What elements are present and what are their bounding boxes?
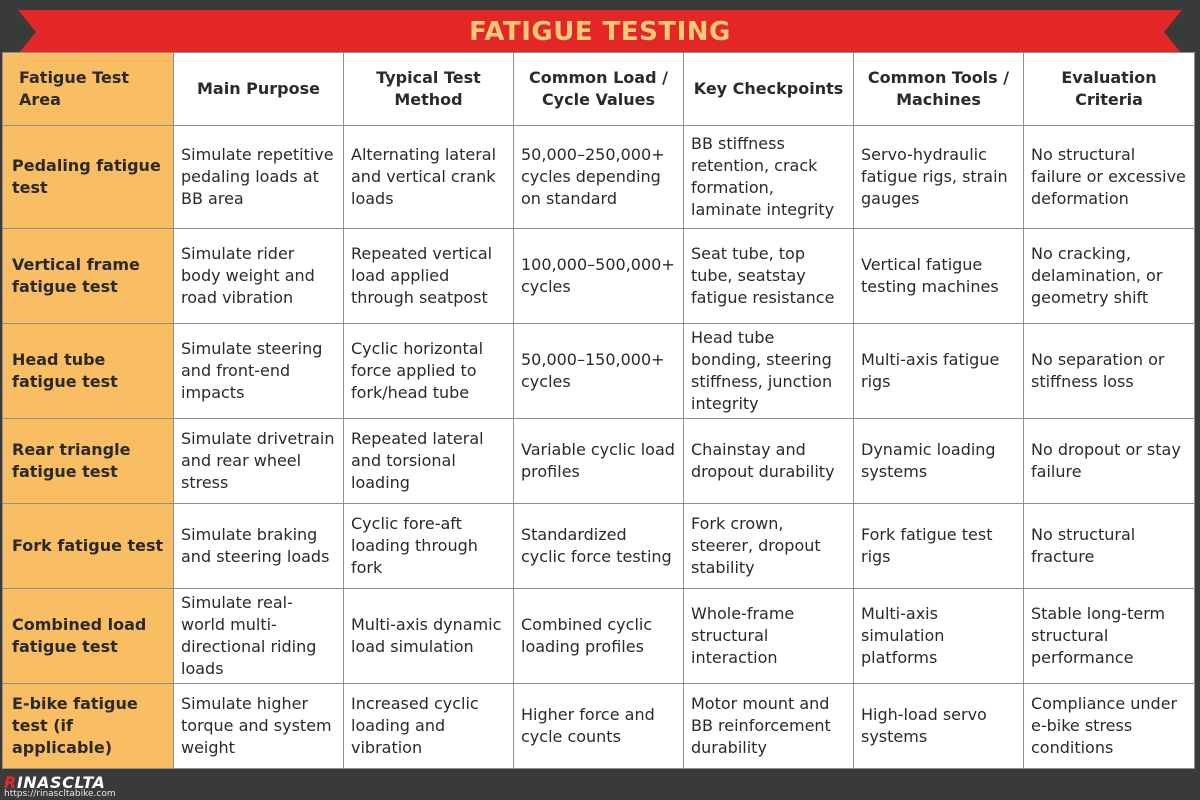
table-cell: 100,000–500,000+ cycles [514,229,684,324]
table-row [3,589,1195,684]
table-cell: No cracking, delamination, or geometry shift [1024,229,1195,324]
table-cell: BB stiffness retention, crack formation, laminate integrity [684,126,854,229]
table-cell: 50,000–250,000+ cycles depending on standard [514,126,684,229]
fatigue-testing-table [2,52,1195,769]
table-cell: No separation or stiffness loss [1024,324,1195,419]
table-cell: Servo-hydraulic fatigue rigs, strain gauges [854,126,1024,229]
test-area-cell: Fork fatigue test [3,504,174,589]
table-cell: Multi-axis fatigue rigs [854,324,1024,419]
column-header: Common Load / Cycle Values [514,53,684,126]
table-cell: Variable cyclic load profiles [514,419,684,504]
website-url: https://rinascltabike.com [4,789,116,799]
page-title: FATIGUE TESTING [469,17,731,47]
table-cell: Simulate rider body weight and road vibration [174,229,344,324]
table-cell: Simulate real-world multi-directional riding loads [174,589,344,684]
test-area-cell: Combined load fatigue test [3,589,174,684]
table-cell: Higher force and cycle counts [514,684,684,769]
table-cell: Motor mount and BB reinforcement durability [684,684,854,769]
column-header: Fatigue Test Area [3,53,174,126]
table-cell: Stable long-term structural performance [1024,589,1195,684]
fatigue-testing-table-container [2,52,1194,769]
column-header: Evaluation Criteria [1024,53,1195,126]
table-cell: Seat tube, top tube, seatstay fatigue resistance [684,229,854,324]
table-row [3,684,1195,769]
table-cell: Fork fatigue test rigs [854,504,1024,589]
table-cell: Simulate higher torque and system weight [174,684,344,769]
table-cell: Cyclic horizontal force applied to fork/head tube [344,324,514,419]
table-cell: Repeated lateral and torsional loading [344,419,514,504]
logo-r-mark: R [4,773,17,792]
table-cell: Vertical fatigue testing machines [854,229,1024,324]
test-area-cell: Pedaling fatigue test [3,126,174,229]
table-cell: Head tube bonding, steering stiffness, junction integrity [684,324,854,419]
test-area-cell: E-bike fatigue test (if applicable) [3,684,174,769]
table-cell: No structural fracture [1024,504,1195,589]
table-cell: High-load servo systems [854,684,1024,769]
table-cell: Cyclic fore-aft loading through fork [344,504,514,589]
logo-wordmark: INASCLTA [16,773,106,792]
table-cell: No structural failure or excessive deformation [1024,126,1195,229]
table-row [3,324,1195,419]
test-area-cell: Rear triangle fatigue test [3,419,174,504]
table-cell: Multi-axis simulation platforms [854,589,1024,684]
table-cell: Fork crown, steerer, dropout stability [684,504,854,589]
table-row [3,126,1195,229]
test-area-cell: Vertical frame fatigue test [3,229,174,324]
table-cell: Simulate drivetrain and rear wheel stress [174,419,344,504]
table-cell: Combined cyclic loading profiles [514,589,684,684]
column-header: Common Tools / Machines [854,53,1024,126]
table-cell: No dropout or stay failure [1024,419,1195,504]
table-row [3,504,1195,589]
table-cell: 50,000–150,000+ cycles [514,324,684,419]
table-cell: Simulate braking and steering loads [174,504,344,589]
table-cell: Whole-frame structural interaction [684,589,854,684]
table-cell: Compliance under e-bike stress conditions [1024,684,1195,769]
table-cell: Simulate repetitive pedaling loads at BB area [174,126,344,229]
table-header-row [3,53,1195,126]
table-row [3,419,1195,504]
table-cell: Dynamic loading systems [854,419,1024,504]
table-cell: Chainstay and dropout durability [684,419,854,504]
title-banner [0,10,1200,54]
test-area-cell: Head tube fatigue test [3,324,174,419]
table-cell: Repeated vertical load applied through seatpost [344,229,514,324]
table-cell: Multi-axis dynamic load simulation [344,589,514,684]
table-cell: Increased cyclic loading and vibration [344,684,514,769]
column-header: Key Checkpoints [684,53,854,126]
column-header: Main Purpose [174,53,344,126]
table-row [3,229,1195,324]
table-cell: Simulate steering and front-end impacts [174,324,344,419]
table-cell: Alternating lateral and vertical crank loads [344,126,514,229]
column-header: Typical Test Method [344,53,514,126]
table-cell: Standardized cyclic force testing [514,504,684,589]
